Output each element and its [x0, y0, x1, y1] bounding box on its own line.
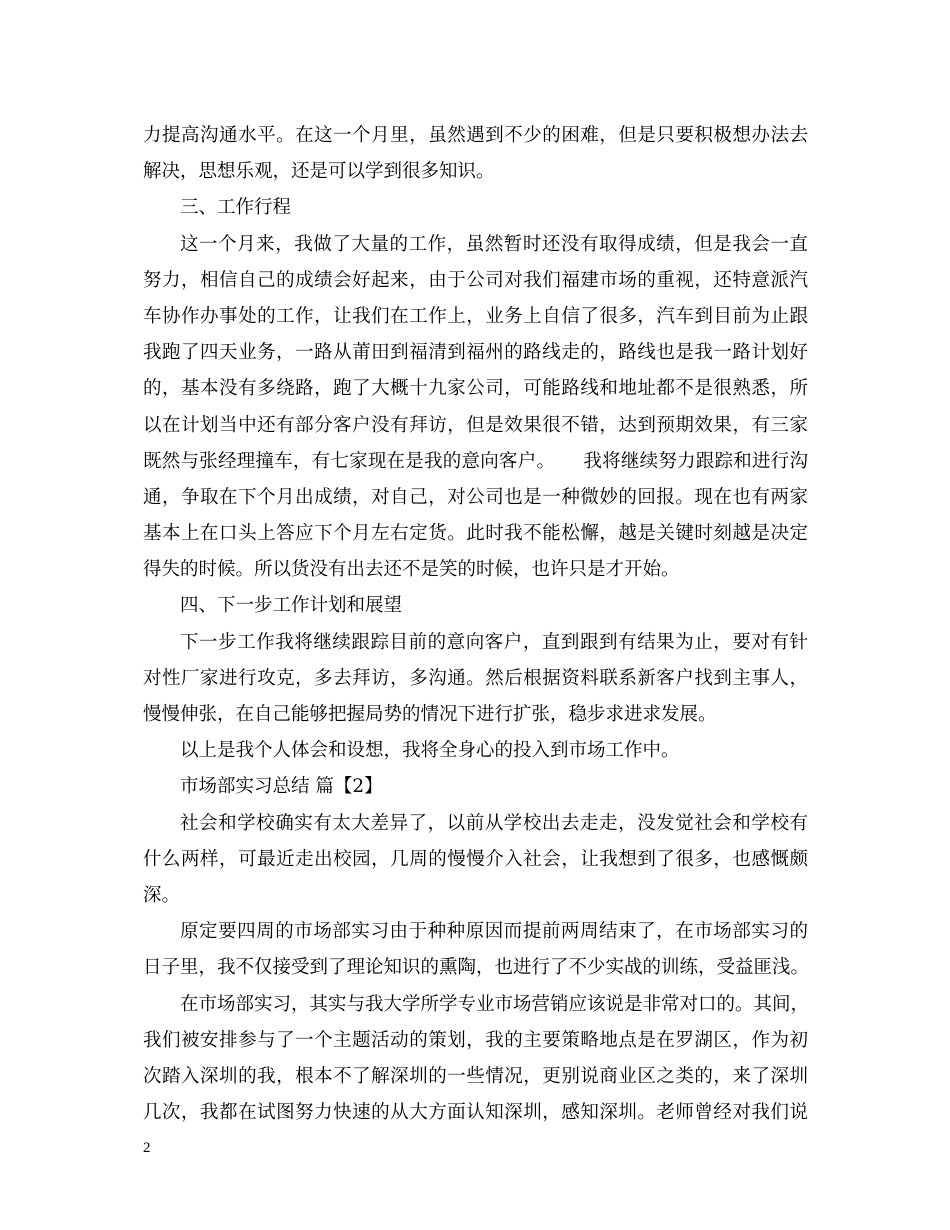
text-line: 四、下一步工作计划和展望	[180, 595, 403, 617]
text-line: 这一个月来，我做了大量的工作，虽然暂时还没有取得成绩，但是我会一直	[180, 233, 808, 255]
text-line: 深。	[143, 884, 181, 906]
text-line: 努力，相信自己的成绩会好起来，由于公司对我们福建市场的重视，还特意派汽	[143, 269, 808, 291]
text-line: 下一步工作我将继续跟踪目前的意向客户，直到跟到有结果为止，要对有针	[180, 631, 808, 653]
text-line: 解决，思想乐观，还是可以学到很多知识。	[143, 161, 495, 183]
text-line: 在市场部实习，其实与我大学所学专业市场营销应该说是非常对口的。其间，	[180, 993, 810, 1015]
text-line: 基本上在口头上答应下个月左右定货。此时我不能松懈，越是关键时刻越是决定	[143, 523, 808, 545]
text-line: 我跑了四天业务，一路从莆田到福清到福州的路线走的，路线也是我一路计划好	[143, 342, 808, 364]
text-line: 几次，我都在试图努力快速的从大方面认知深圳，感知深圳。老师曾经对我们说	[143, 1102, 808, 1124]
text-line: 车协作办事处的工作，让我们在工作上，业务上自信了很多，汽车到目前为止跟	[143, 305, 808, 327]
text-line: 以上是我个人体会和设想，我将全身心的投入到市场工作中。	[180, 740, 680, 762]
text-line: 市场部实习总结 篇【2】	[180, 776, 383, 798]
text-line: 原定要四周的市场部实习由于种种原因而提前两周结束了，在市场部实习的	[180, 921, 808, 943]
text-line: 的，基本没有多绕路，跑了大概十九家公司，可能路线和地址都不是很熟悉，所	[143, 378, 808, 400]
text-line: 我们被安排参与了一个主题活动的策划，我的主要策略地点是在罗湖区，作为初	[143, 1029, 808, 1051]
text-line: 得失的时候。所以货没有出去还不是笑的时候，也许只是才开始。	[143, 559, 680, 581]
document-body	[143, 118, 808, 1131]
text-line: 三、工作行程	[180, 197, 292, 219]
text-line: 既然与张经理撞车，有七家现在是我的意向客户。 我将继续努力跟踪和进行沟	[143, 450, 808, 472]
text-line: 对性厂家进行攻克，多去拜访，多沟通。然后根据资料联系新客户找到主事人，	[143, 667, 808, 689]
text-line: 通，争取在下个月出成绩，对自己，对公司也是一种微妙的回报。现在也有两家	[143, 486, 808, 508]
text-line: 次踏入深圳的我，根本不了解深圳的一些情况，更别说商业区之类的，来了深圳	[143, 1065, 808, 1087]
page-number: 2	[143, 1140, 151, 1156]
text-line: 日子里，我不仅接受到了理论知识的熏陶，也进行了不少实战的训练，受益匪浅。	[143, 957, 810, 979]
text-line: 慢慢伸张，在自己能够把握局势的情况下进行扩张，稳步求进求发展。	[143, 704, 717, 725]
text-line: 社会和学校确实有太大差异了，以前从学校出去走走，没发觉社会和学校有	[180, 812, 808, 834]
text-line: 力提高沟通水平。在这一个月里，虽然遇到不少的困难，但是只要积极想办法去	[143, 125, 808, 146]
text-line: 以在计划当中还有部分客户没有拜访，但是效果很不错，达到预期效果，有三家	[143, 414, 808, 436]
text-line: 什么两样，可最近走出校园，几周的慢慢介入社会，让我想到了很多，也感慨颇	[143, 848, 808, 870]
